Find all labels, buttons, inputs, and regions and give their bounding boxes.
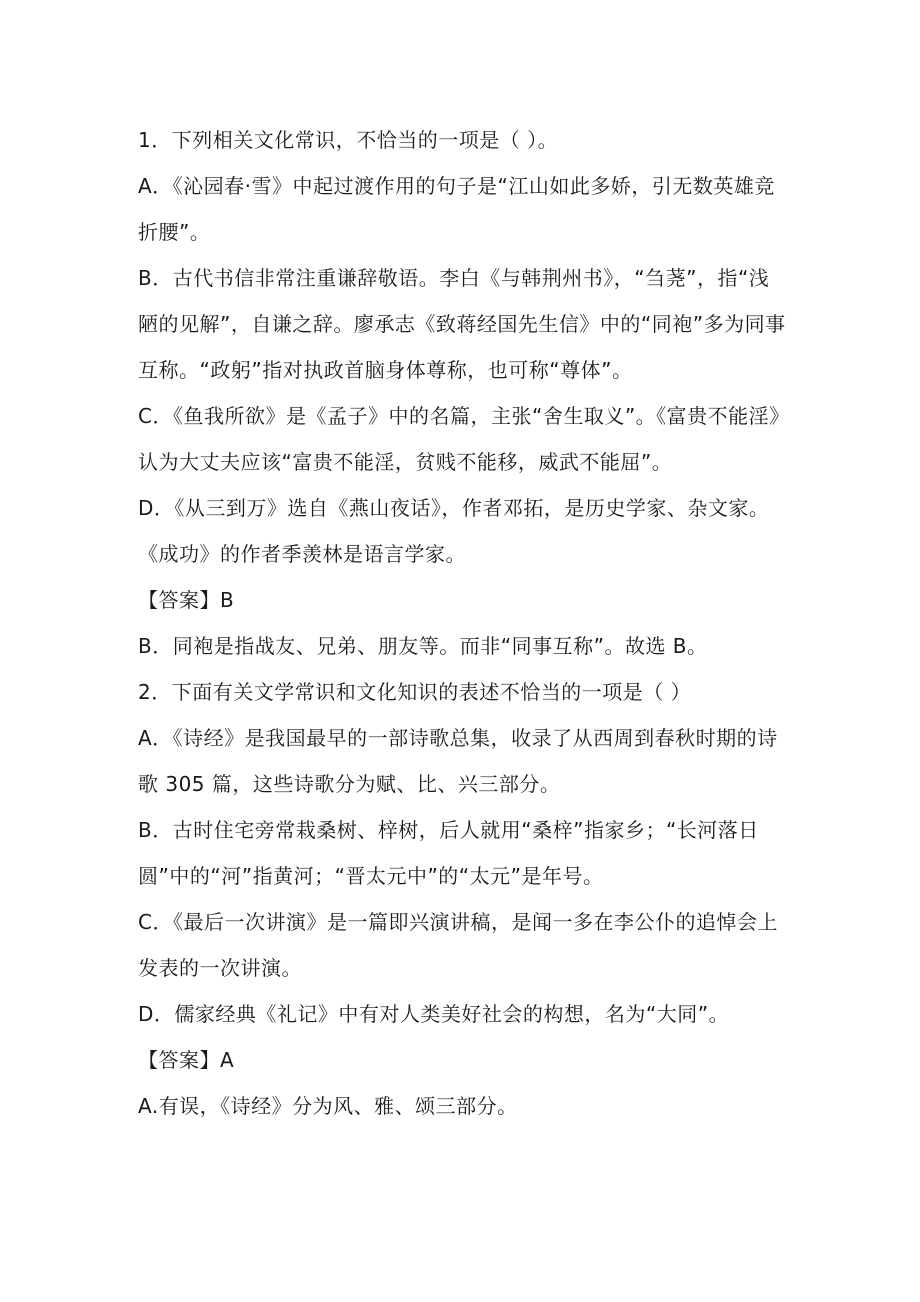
question-1-option-d: D．《从三到万》选自《燕山夜话》，作者邓拓，是历史学家、杂文家。《成功》的作者季羡林是语言学家。	[138, 496, 770, 566]
question-1-answer: 【答案】B	[138, 588, 235, 612]
question-1-stem: 1．下列相关文化常识，不恰当的一项是（ ）。	[138, 128, 559, 152]
document-page	[138, 117, 788, 1129]
question-2-option-b: B．古时住宅旁常栽桑树、梓树，后人就用“桑梓”指家乡；“长河落日圆”中的“河”指黄河；“晋太元中”的“太元”是年号。	[138, 818, 759, 888]
question-2-option-d: D．儒家经典《礼记》中有对人类美好社会的构想，名为“大同”。	[138, 1002, 730, 1026]
question-1-option-c: C．《鱼我所欲》是《孟子》中的名篇，主张“舍生取义”。《富贵不能淫》认为大丈夫应该“富贵不能淫，贫贱不能移，威武不能屈”。	[138, 404, 780, 474]
question-1-option-a: A．《沁园春·雪》中起过渡作用的句子是“江山如此多娇，引无数英雄竞折腰”。	[138, 174, 775, 244]
question-2-option-a: A．《诗经》是我国最早的一部诗歌总集，收录了从西周到春秋时期的诗歌 305 篇，这些诗歌分为赋、比、兴三部分。	[138, 726, 778, 796]
question-1-explanation: B．同袍是指战友、兄弟、朋友等。而非“同事互称”。故选 B。	[138, 634, 708, 658]
question-2-explanation: A.有误，《诗经》分为风、雅、颂三部分。	[138, 1094, 518, 1118]
question-2-stem: 2．下面有关文学常识和文化知识的表述不恰当的一项是（ ）	[138, 680, 692, 704]
question-1-option-b: B．古代书信非常注重谦辞敬语。李白《与韩荆州书》，“刍荛”，指“浅陋的见解”，自谦之辞。廖承志《致蒋经国先生信》中的“同袍”多为同事互称。“政躬”指对执政首脑身体尊称，也可称“尊体”。	[138, 266, 786, 382]
question-2-answer: 【答案】A	[138, 1048, 235, 1072]
question-2-option-c: C．《最后一次讲演》是一篇即兴演讲稿，是闻一多在李公仆的追悼会上发表的一次讲演。	[138, 910, 778, 980]
